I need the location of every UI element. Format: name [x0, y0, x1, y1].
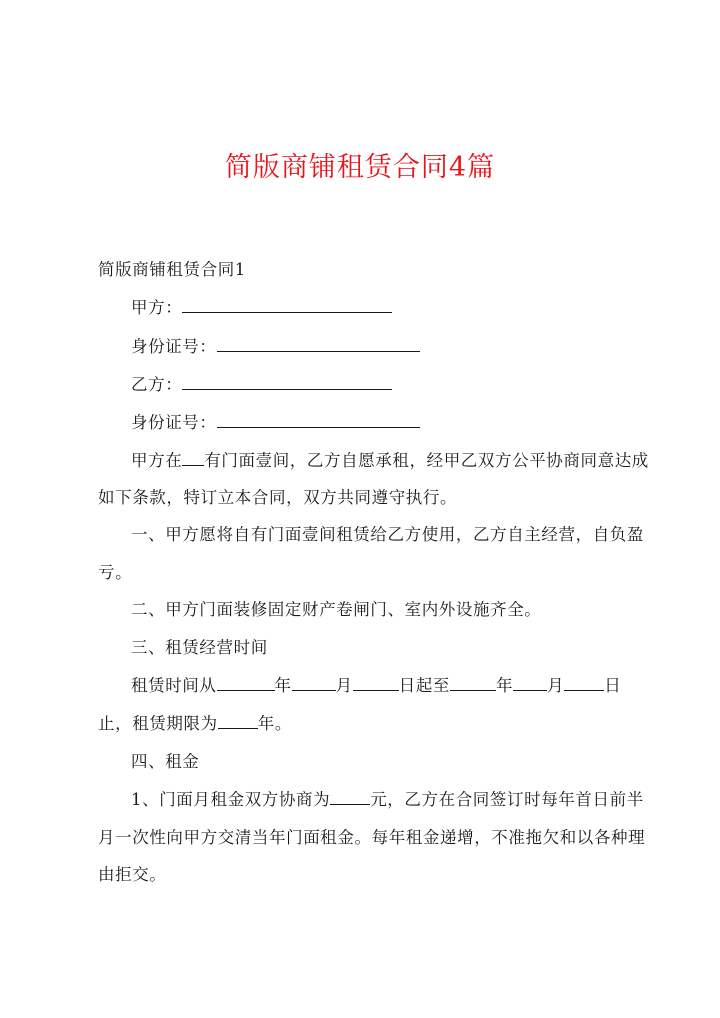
- rent-line-3: 由拒交。: [98, 865, 167, 884]
- party-b-line: [131, 372, 392, 398]
- start-year-blank: [217, 673, 275, 691]
- party-b-id-label: 身份证号：: [131, 413, 217, 432]
- party-a-id-line: [131, 334, 420, 360]
- rent-line-1: [131, 787, 644, 813]
- term-end-text: 止，租赁期限为: [98, 714, 218, 733]
- clause-2: 二、甲方门面装修固定财产卷闸门、室内外设施齐全。: [131, 600, 542, 619]
- month-label: 月: [335, 676, 353, 695]
- rent-text-a: 1、门面月租金双方协商为: [131, 790, 331, 809]
- start-month-blank: [292, 673, 336, 691]
- term-line-1: [131, 673, 621, 699]
- term-start-text: 租赁时间从: [131, 676, 217, 695]
- clause-4-heading: 四、租金: [131, 752, 200, 771]
- party-a-blank: [182, 295, 392, 313]
- intro-text-a: 甲方在: [131, 451, 183, 470]
- year-label-3: 年: [257, 714, 275, 733]
- intro-line-2: 如下条款，特订立本合同，双方共同遵守执行。: [98, 488, 458, 507]
- party-b-label: 乙方：: [131, 375, 183, 394]
- party-b-blank: [182, 372, 392, 390]
- day-label: 日: [604, 676, 622, 695]
- start-day-blank: [353, 673, 399, 691]
- year-label: 年: [274, 676, 292, 695]
- rent-amount-blank: [330, 787, 370, 805]
- party-b-id-blank: [217, 410, 420, 428]
- location-blank: [182, 448, 204, 466]
- party-a-line: [131, 295, 392, 321]
- party-a-id-blank: [217, 334, 420, 352]
- end-month-blank: [513, 673, 547, 691]
- clause-1-line-1: 一、甲方愿将自有门面壹间租赁给乙方使用，乙方自主经营，自负盈: [131, 525, 644, 544]
- from-day-label: 日起至: [398, 676, 451, 695]
- party-b-id-line: [131, 410, 420, 436]
- end-year-blank: [450, 673, 496, 691]
- intro-line-1: [131, 448, 649, 474]
- intro-text-b: 有门面壹间，乙方自愿承租，经甲乙双方公平协商同意达成: [204, 451, 649, 470]
- clause-3-heading: 三、租赁经营时间: [131, 638, 268, 657]
- rent-line-2: 月一次性向甲方交清当年门面租金。每年租金递增，不准拖欠和以各种理: [98, 828, 646, 847]
- month-label-2: 月: [547, 676, 565, 695]
- party-a-label: 甲方：: [131, 298, 183, 317]
- party-a-id-label: 身份证号：: [131, 337, 217, 356]
- term-years-blank: [218, 711, 258, 729]
- contract-subtitle: 简版商铺租赁合同1: [98, 260, 246, 279]
- term-line-2: 止，租赁期限为 年。: [98, 711, 292, 737]
- clause-1-line-2: 亏。: [98, 563, 133, 582]
- document-title: 简版商铺租赁合同4篇: [224, 152, 496, 183]
- rent-text-b: 元，乙方在合同签订时每年首日前半: [370, 790, 644, 809]
- end-day-blank: [564, 673, 604, 691]
- year-label-2: 年: [496, 676, 514, 695]
